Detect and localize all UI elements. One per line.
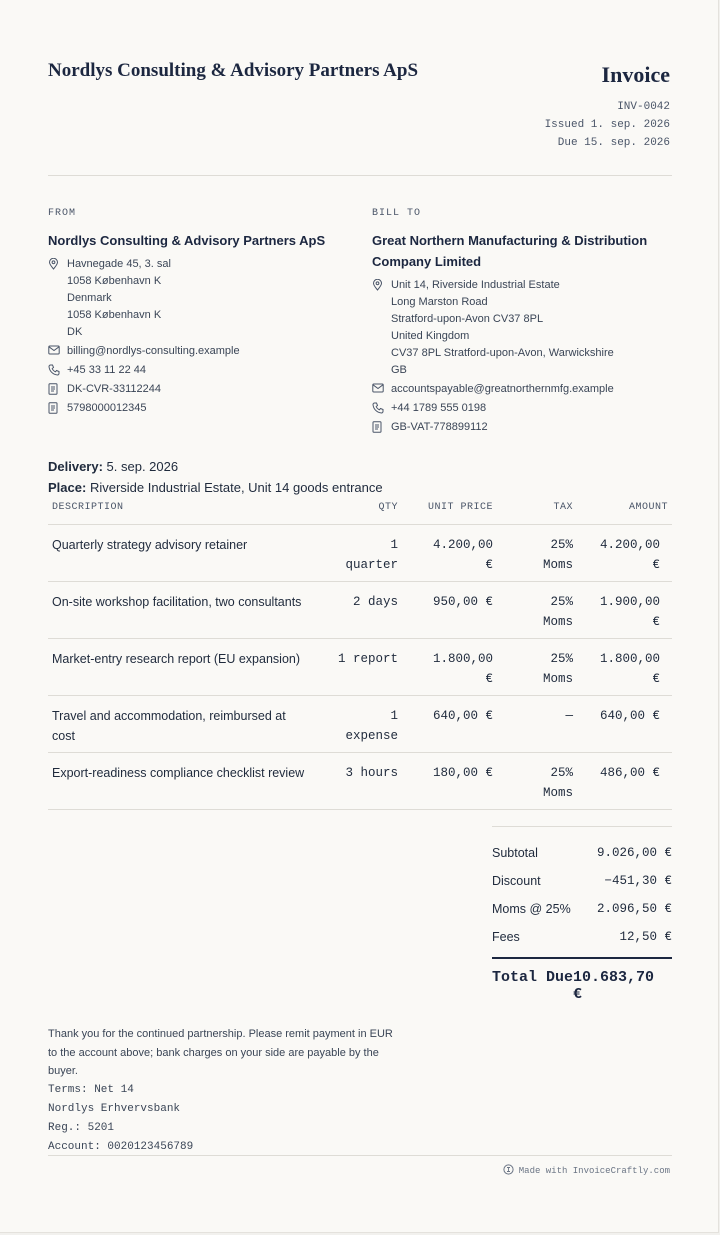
footer-divider [48,1155,672,1156]
table-row [48,695,672,752]
item-description: Market-entry research report (EU expansion) [48,638,310,695]
table-row [48,752,672,809]
item-unit-price: 1.800,00 € [402,638,497,695]
phone-icon [372,400,391,414]
header-divider [48,175,672,176]
item-amount: 4.200,00 € [577,524,672,581]
item-unit-price: 950,00 € [402,581,497,638]
bank-name: Nordlys Erhvervsbank [48,1102,181,1115]
item-description: Travel and accommodation, reimbursed at cost [48,695,310,752]
delivery-label: Delivery: [48,459,103,474]
from-address-line: 1058 København K [67,275,162,287]
fees-row [492,923,672,951]
bank-account: Account: 0020123456789 [48,1140,194,1153]
info-circle-icon [503,1164,514,1178]
from-ean-row [48,400,348,417]
thank-you-message: Thank you for the continued partnership. Please remit payment in EUR to the account above; bank charges on your side are payable by the buyer. [48,1028,393,1077]
item-qty: 1 expense [310,695,402,752]
from-address-line: Denmark [67,292,112,304]
from-email[interactable]: billing@nordlys-consulting.example [67,345,240,357]
mail-icon [372,381,391,393]
document-icon [372,419,391,433]
bill-to-email[interactable]: accountspayable@greatnorthernmfg.example [391,383,614,395]
tax-label: Moms @ 25% [492,902,571,916]
bill-to-label: BILL TO [372,208,422,219]
invoice-number: INV-0042 [617,101,670,113]
item-qty: 2 days [310,581,402,638]
bill-to-vat-row [372,419,672,436]
due-date: Due 15. sep. 2026 [557,137,670,149]
delivery-info [48,457,383,498]
from-phone-row [48,362,348,379]
item-tax: 25% Moms [497,581,577,638]
subtotal-label: Subtotal [492,846,538,860]
total-due-row [492,957,672,1003]
item-qty: 1 report [310,638,402,695]
invoice-meta [545,98,670,152]
from-ean: 5798000012345 [67,402,147,414]
col-amount: AMOUNT [577,498,672,524]
item-amount: 1.900,00 € [577,581,672,638]
fees-value: 12,50 € [619,930,672,944]
delivery-date: 5. sep. 2026 [106,459,179,474]
company-name: Nordlys Consulting & Advisory Partners ApS [48,60,419,81]
table-header-row [48,498,672,524]
made-with-link[interactable]: Made with InvoiceCraftly.com [518,1166,670,1176]
bill-to-phone: +44 1789 555 0198 [391,402,487,414]
table-row [48,638,672,695]
bill-to-email-row [372,381,672,398]
bill-to-address-line: CV37 8PL Stratford-upon-Avon, Warwickshire [391,347,614,359]
mail-icon [48,343,67,355]
subtotal-value: 9.026,00 € [596,846,672,860]
tax-value: 2.096,50 € [596,902,672,916]
bill-to-address-line: GB [391,364,407,376]
discount-value: −451,30 € [604,874,672,888]
table-row [48,581,672,638]
table-row [48,524,672,581]
document-icon [48,381,67,395]
bill-to-address-line: Stratford-upon-Avon CV37 8PL [391,313,544,325]
bill-to-address-line: United Kingdom [391,330,470,342]
item-tax: 25% Moms [497,752,577,809]
item-description: Export-readiness compliance checklist review [48,752,310,809]
map-pin-icon [48,256,67,270]
bill-to-vat: GB-VAT-778899112 [391,421,488,433]
from-address-line: DK [67,326,83,338]
total-due-label: Total Due [492,969,574,986]
bill-to-name: Great Northern Manufacturing & Distribution Company Limited [372,233,648,269]
col-qty: QTY [310,498,402,524]
payment-terms: Terms: Net 14 [48,1083,134,1096]
item-tax: 25% Moms [497,524,577,581]
item-description: Quarterly strategy advisory retainer [48,524,310,581]
map-pin-icon [372,277,391,291]
item-unit-price: 640,00 € [402,695,497,752]
discount-row [492,867,672,895]
bill-to-address-line: Unit 14, Riverside Industrial Estate [391,279,560,291]
item-tax: 25% Moms [497,638,577,695]
from-section [48,208,348,417]
from-email-row [48,343,348,360]
from-phone: +45 33 11 22 44 [67,364,147,376]
bill-to-address-line: Long Marston Road [391,296,488,308]
fees-label: Fees [492,930,520,944]
place-value: Riverside Industrial Estate, Unit 14 goods entrance [89,480,383,495]
col-tax: TAX [497,498,577,524]
subtotal-row [492,839,672,867]
item-tax: — [497,695,577,752]
notes-section [48,1025,393,1157]
from-cvr-row [48,381,348,398]
discount-label: Discount [492,874,541,888]
item-qty: 3 hours [310,752,402,809]
line-items-table [48,498,672,810]
from-cvr: DK-CVR-33112244 [67,383,161,395]
from-address [48,256,348,341]
bill-to-address [372,277,672,379]
item-amount: 486,00 € [577,752,672,809]
item-amount: 640,00 € [577,695,672,752]
totals-block [492,826,672,1003]
total-due-value: 10.683,70 € [573,969,655,1003]
document-icon [48,400,67,414]
phone-icon [48,362,67,376]
footer-credit [503,1164,670,1178]
bank-reg: Reg.: 5201 [48,1121,115,1134]
bill-to-phone-row [372,400,672,417]
item-amount: 1.800,00 € [577,638,672,695]
item-description: On-site workshop facilitation, two consultants [48,581,310,638]
from-address-line: 1058 København K [67,309,162,321]
col-unit-price: UNIT PRICE [402,498,497,524]
item-qty: 1 quarter [310,524,402,581]
col-description: DESCRIPTION [48,498,310,524]
issue-date: Issued 1. sep. 2026 [544,119,670,131]
from-label: FROM [48,208,77,219]
bill-to-section [372,208,672,436]
from-name: Nordlys Consulting & Advisory Partners ApS [48,233,326,248]
tax-row [492,895,672,923]
item-unit-price: 180,00 € [402,752,497,809]
place-label: Place: [48,480,87,495]
item-unit-price: 4.200,00 € [402,524,497,581]
from-address-line: Havnegade 45, 3. sal [67,258,171,270]
document-title: Invoice [601,62,670,87]
